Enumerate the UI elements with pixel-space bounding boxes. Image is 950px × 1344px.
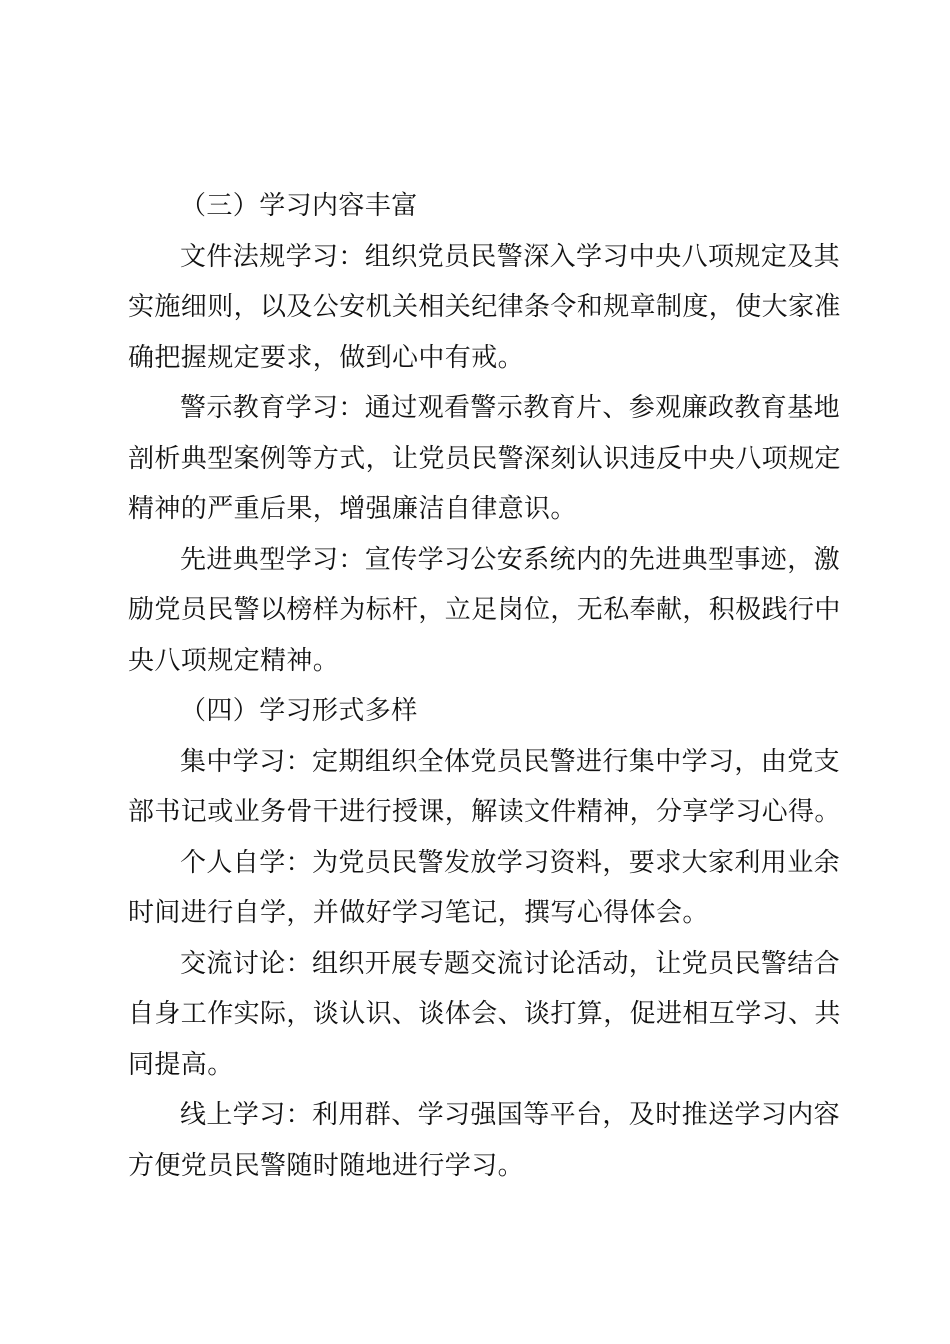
text-line: 同提高。 <box>128 1049 234 1080</box>
paragraph-document-study <box>128 232 841 384</box>
text-line: 确把握规定要求，做到心中有戒。 <box>128 342 525 373</box>
text-line: 部书记或业务骨干进行授课，解读文件精神，分享学习心得。 <box>128 797 841 827</box>
text-line: 方便党员民警随时随地进行学习。 <box>128 1150 525 1181</box>
text-line: 励党员民警以榜样为标杆，立足岗位，无私奉献，积极践行中 <box>128 595 841 625</box>
text-line: 精神的严重后果，增强廉洁自律意识。 <box>128 494 577 524</box>
paragraph-self-study <box>128 838 841 939</box>
text-line: 个人自学：为党员民警发放学习资料，要求大家利用业余 <box>180 847 841 878</box>
text-line: 央八项规定精神。 <box>128 645 340 676</box>
paragraph-model-study <box>128 535 841 687</box>
text-line: 先进典型学习：宣传学习公安系统内的先进典型事迹，激 <box>180 544 841 575</box>
text-line: 自身工作实际，谈认识、谈体会、谈打算，促进相互学习、共 <box>128 999 841 1029</box>
text-line: 时间进行自学，并做好学习笔记，撰写心得体会。 <box>128 898 709 928</box>
text-line: 交流讨论：组织开展专题交流讨论活动，让党员民警结合 <box>180 948 841 979</box>
section-heading-3 <box>128 181 834 232</box>
section-heading-4 <box>128 686 834 737</box>
document-body <box>128 181 841 1191</box>
text-line: 集中学习：定期组织全体党员民警进行集中学习，由党支 <box>180 746 841 777</box>
text-line: 线上学习：利用群、学习强国等平台，及时推送学习内容 <box>180 1100 841 1130</box>
paragraph-online-study <box>128 1090 841 1191</box>
text-line: 文件法规学习：组织党员民警深入学习中央八项规定及其 <box>180 241 841 272</box>
paragraph-discussion <box>128 939 841 1091</box>
paragraph-warning-education <box>128 383 841 535</box>
text-line: 实施细则，以及公安机关相关纪律条令和规章制度，使大家准 <box>128 292 841 322</box>
text-line: （三）学习内容丰富 <box>180 191 418 221</box>
text-line: 警示教育学习：通过观看警示教育片、参观廉政教育基地 <box>180 393 841 423</box>
text-line: （四）学习形式多样 <box>180 696 418 726</box>
text-line: 剖析典型案例等方式，让党员民警深刻认识违反中央八项规定 <box>128 443 841 474</box>
paragraph-centralized-study <box>128 737 841 838</box>
